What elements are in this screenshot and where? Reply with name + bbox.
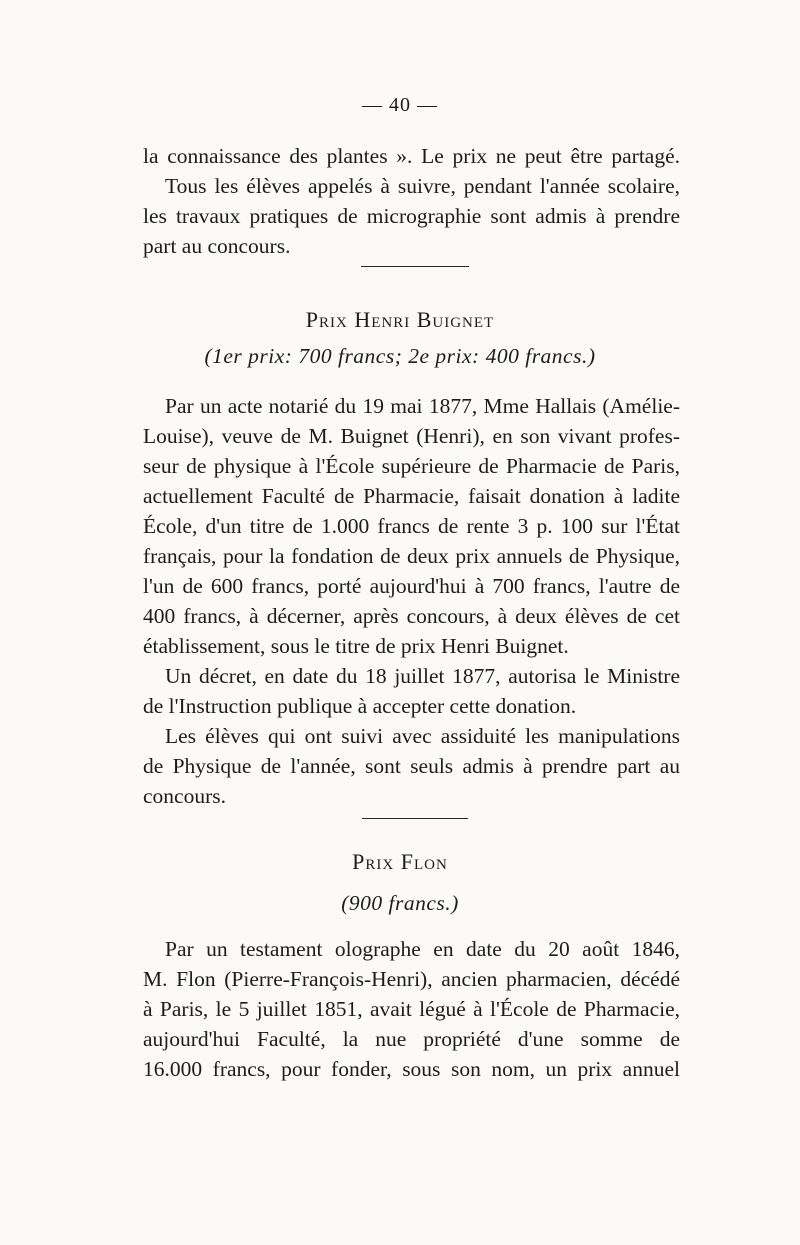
text-line: Un décret, en date du 18 juillet 1877, autorisa le Ministre (165, 664, 680, 688)
text-line: aujourd'hui Faculté, la nue propriété d'une somme de (143, 1027, 680, 1051)
section-subtitle: (1er prix: 700 francs; 2e prix: 400 francs.) (204, 344, 596, 368)
text-line: Tous les élèves appelés à suivre, pendant l'année scolaire, (165, 174, 680, 198)
text-line: Louise), veuve de M. Buignet (Henri), en son vivant profes- (143, 424, 680, 448)
text-line: français, pour la fondation de deux prix annuels de Physique, (143, 544, 680, 568)
text-line: de l'Instruction publique à accepter cette donation. (143, 694, 577, 718)
text-line: les travaux pratiques de micrographie sont admis à prendre (143, 204, 680, 228)
section1-paragraph-3 (143, 721, 680, 811)
text-line: à Paris, le 5 juillet 1851, avait légué à l'École de Pharmacie, (143, 997, 680, 1021)
text-line: l'un de 600 francs, porté aujourd'hui à 700 francs, l'autre de (143, 574, 680, 598)
section1-paragraph-2 (143, 661, 680, 721)
section-divider (362, 818, 468, 819)
section1-paragraph-1 (143, 391, 680, 661)
text-line: seur de physique à l'École supérieure de Pharmacie de Paris, (143, 454, 680, 478)
section-divider (361, 266, 469, 267)
intro-paragraph (143, 141, 680, 261)
text-line: École, d'un titre de 1.000 francs de rente 3 p. 100 sur l'État (143, 514, 680, 538)
text-line: concours. (143, 784, 226, 808)
section2-paragraph-1 (143, 934, 680, 1084)
text-line: 400 francs, à décerner, après concours, à deux élèves de cet (143, 604, 680, 628)
page-number: — 40 — (362, 94, 438, 116)
text-line: établissement, sous le titre de prix Henri Buignet. (143, 634, 569, 658)
text-line: part au concours. (143, 234, 291, 258)
text-line: actuellement Faculté de Pharmacie, faisait donation à ladite (143, 484, 680, 508)
section-subtitle: (900 francs.) (341, 891, 459, 915)
text-line: M. Flon (Pierre-François-Henri), ancien pharmacien, décédé (143, 967, 680, 991)
text-line: 16.000 francs, pour fonder, sous son nom, un prix annuel (143, 1057, 680, 1081)
text-line: Par un acte notarié du 19 mai 1877, Mme Hallais (Amélie- (165, 394, 680, 418)
text-line: la connaissance des plantes ». Le prix ne peut être partagé. (143, 144, 680, 168)
section-heading: Prix Flon (352, 849, 448, 874)
section-heading: Prix Henri Buignet (305, 307, 495, 332)
text-line: de Physique de l'année, sont seuls admis à prendre part au (143, 754, 680, 778)
text-line: Les élèves qui ont suivi avec assiduité les manipulations (165, 724, 680, 748)
text-line: Par un testament olographe en date du 20 août 1846, (165, 937, 680, 961)
